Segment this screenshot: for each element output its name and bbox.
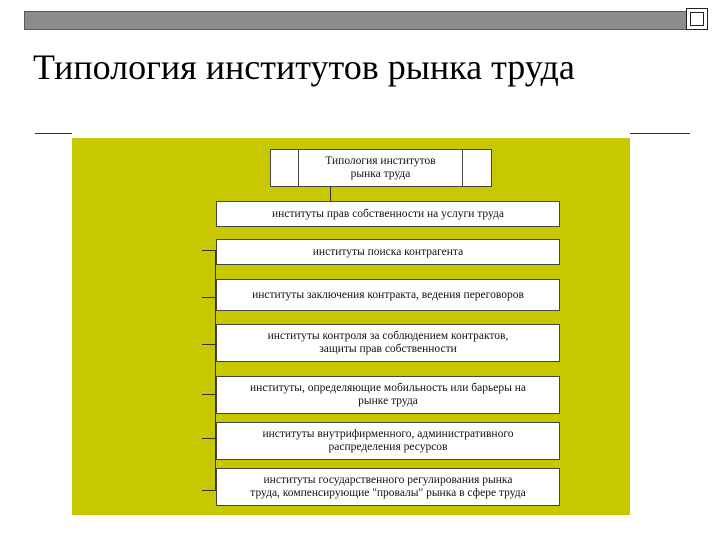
connector-tick	[202, 344, 216, 345]
category-box	[216, 468, 560, 506]
category-label-line2: защиты прав собственности	[319, 343, 457, 355]
category-label-line2: распределения ресурсов	[328, 441, 448, 453]
category-box	[216, 239, 560, 265]
category-label: институты поиска контрагента	[312, 245, 464, 258]
category-box	[216, 279, 560, 311]
title-underline-right	[630, 133, 690, 134]
category-label-line2: рынке труда	[358, 395, 418, 407]
category-box	[216, 201, 560, 227]
connector-tick	[202, 250, 216, 251]
title-underline-left	[35, 133, 72, 134]
connector-tick	[202, 490, 216, 491]
root-connector	[330, 187, 331, 201]
category-box	[216, 324, 560, 362]
title-bar-decoration	[24, 11, 688, 30]
category-label: институты государственного регулирования рынка	[263, 474, 513, 486]
category-label: институты, определяющие мобильность или барьеры на	[250, 382, 526, 394]
category-box	[216, 376, 560, 414]
connector-tick	[202, 438, 216, 439]
category-label: институты контроля за соблюдением контрактов,	[267, 330, 509, 342]
root-label-line2: рынка труда	[350, 168, 411, 180]
root-label-line1: Типология институтов	[325, 155, 436, 167]
corner-square-decoration	[686, 8, 708, 30]
slide-title: Типология институтов рынка труда	[33, 47, 575, 87]
category-box	[216, 422, 560, 460]
connector-tick	[202, 394, 216, 395]
category-label: институты внутрифирменного, административного	[262, 428, 514, 440]
category-label: институты заключения контракта, ведения переговоров	[252, 288, 524, 301]
category-label: институты прав собственности на услуги труда	[272, 207, 504, 220]
typology-diagram	[72, 138, 630, 515]
category-label-line2: труда, компенсирующие "провалы" рынка в сфере труда	[250, 487, 526, 499]
connector-tick	[202, 297, 216, 298]
root-box	[270, 149, 492, 187]
